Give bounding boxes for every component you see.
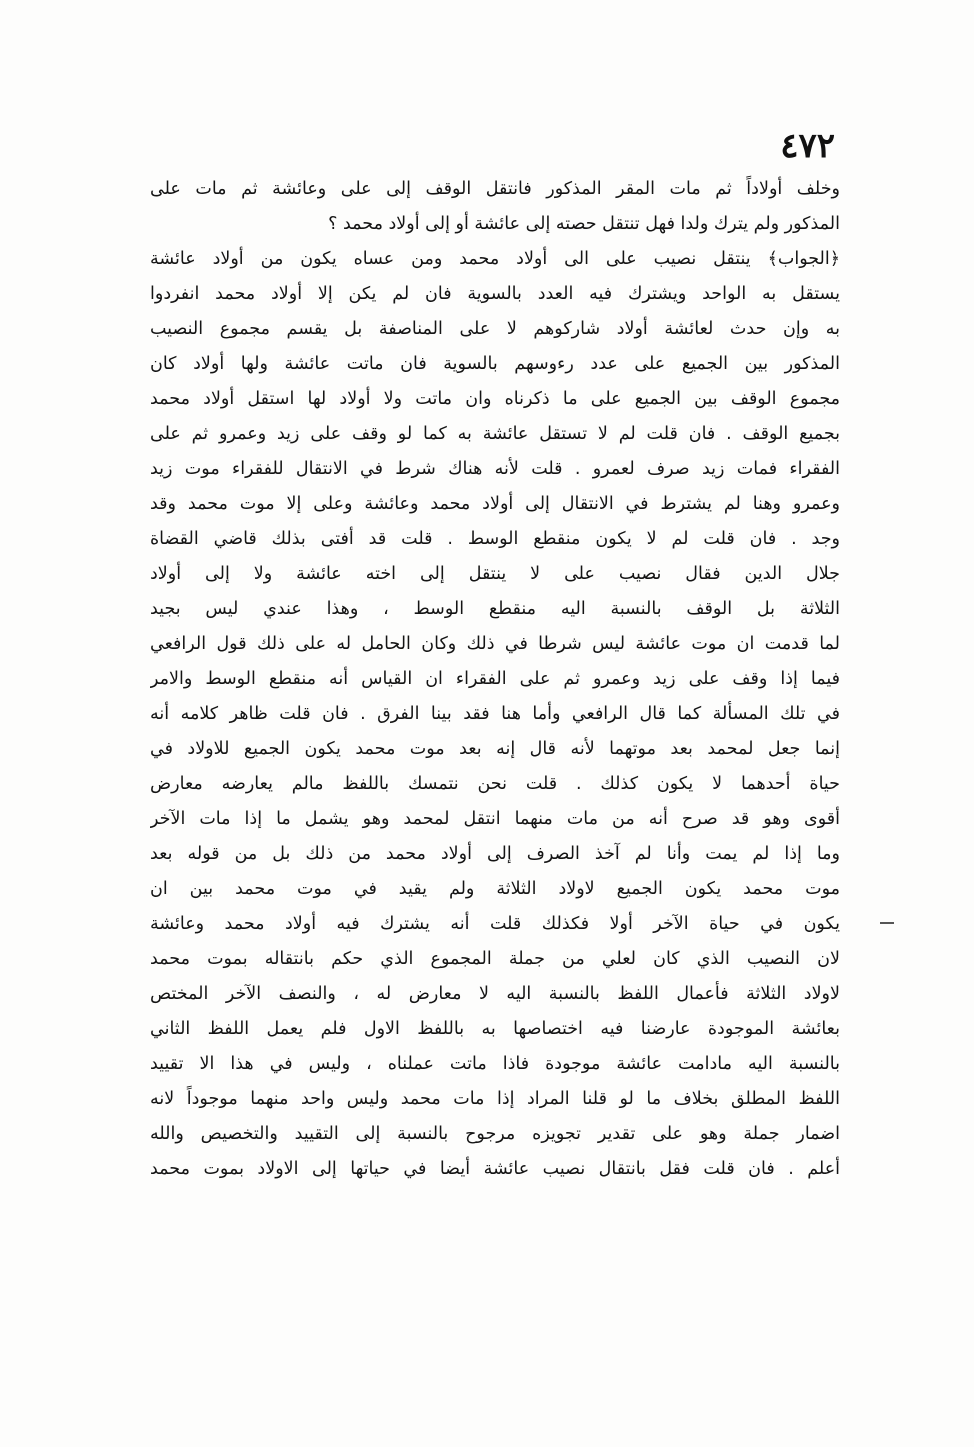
text-line: وخلف أولاداً ثم مات المقر المذكور فانتقل الوقف إلى على وعائشة ثم مات على	[150, 179, 840, 199]
text-line: لاولاد الثلاثة فأعمال اللفظ بالنسبة اليه لا معارض له ، والنصف الآخر المختص	[150, 984, 840, 1004]
text-line: يكون في حياة الآخر أولا فكذلك قلت أنه يشترك فيه أولاد محمد وعائشة	[150, 914, 840, 934]
text-line: لان النصيب الذي كان لعلي من جملة المجموع الذي حكم بانتقاله بموت محمد	[150, 949, 840, 969]
text-line: يستقل به الواحد ويشترك فيه العدد بالسوية فان لم يكن إلا أولاد محمد انفردوا	[150, 284, 840, 304]
page-number: ٤٧٢	[780, 126, 835, 166]
text-line: مجموع الوقف بين الجميع على ما ذكرناه وان ماتت ولا أولاد لها استقل أولاد محمد	[150, 389, 840, 409]
text-line: فيما إذا وقف على زيد وعمرو ثم على الفقراء ان القياس أنه منقطع الوسط والامر	[150, 669, 840, 689]
text-line: الثلاثة بل الوقف بالنسبة اليه منقطع الوسط ، وهذا عندي ليس بجيد	[150, 599, 840, 619]
text-line: في تلك المسألة كما قال الرافعي وأما هنا فقد بينا الفرق . فان قلت ظاهر كلامه أنه	[150, 704, 840, 724]
text-line: اضمار جملة وهو على تقدير تجويزه مرجوح بالنسبة إلى التقييد والتخصيص والله	[150, 1124, 840, 1144]
text-line: أعلم . فان قلت فقل بانتقال نصيب عائشة أيضا في حياتها إلى الاولاد بموت محمد	[150, 1159, 840, 1179]
text-line: إنما جعل لمحمد بعد موتهما لأنه قال إنه بعد موت محمد يكون الجميع للاولاد في	[150, 739, 840, 759]
text-line: المذكور بين الجميع على عدد رءوسهم بالسوية فان ماتت عائشة ولها أولاد كان	[150, 354, 840, 374]
margin-mark	[880, 922, 894, 924]
text-line: المذكور ولم يترك ولدا فهل تنتقل حصته إلى عائشة أو إلى أولاد محمد ؟	[328, 214, 840, 234]
text-line: بالنسبة اليه مادامت عائشة موجودة فاذا ماتت عملناه ، وليس في هذا الا تقييد	[150, 1054, 840, 1074]
body-text	[150, 172, 840, 1187]
text-line: به وإن حدث لعائشة أولاد شاركوهم لا على المناصفة بل يقسم مجموع النصيب	[150, 319, 840, 339]
text-line: بعائشة الموجودة عارضنا فيه اختصاصها به باللفظ الاول فلم يعمل اللفظ الثاني	[150, 1019, 840, 1039]
text-line: موت محمد يكون الجميع لاولاد الثلاثة ولم يقيد في موت محمد بين ان	[150, 879, 840, 899]
text-line: الفقراء فمات زيد صرف لعمرو . قلت لأنه هناك شرط في الانتقال للفقراء موت زيد	[150, 459, 840, 479]
text-line: جلال الدين فقال نصيب على لا ينتقل إلى اخته عائشة ولا إلى أولاد	[150, 564, 840, 584]
text-line: وعمرو وهنا لم يشترط في الانتقال إلى أولاد محمد وعائشة وعلى إلا موت محمد وقد	[150, 494, 840, 514]
text-line: لما قدمت ان موت عائشة ليس شرطا في ذلك وكان الحامل له على ذلك قول الرافعي	[150, 634, 840, 654]
text-line: وجد . فان قلت لم لا يكون منقطع الوسط . قلت قد أفتى بذلك قاضي القضاة	[150, 529, 840, 549]
text-line: ﴿الجواب﴾ ينتقل نصيب على الى أولاد محمد ومن عساه يكون من أولاد عائشة	[150, 249, 840, 269]
text-line: أقوى وهو قد صرح أنه من مات منهما انتقل لمحمد وهو يشمل ما إذا مات الآخر	[150, 809, 840, 829]
text-line: حياة أحدهما لا يكون كذلك . قلت نحن نتمسك باللفظ مالم يعارضه معارض	[150, 774, 840, 794]
text-line: وما إذا لم يمت وأنا لم آخذ الصرف إلى أولاد محمد من ذلك بل من قوله بعد	[150, 844, 840, 864]
text-line: بجميع الوقف . فان قلت لم لا تستقل عائشة به كما لو وقف على زيد وعمرو ثم على	[150, 424, 840, 444]
text-line: اللفظ المطلق بخلاف ما لو قلنا المراد إذا مات محمد وليس واحد منهما موجوداً لانه	[150, 1089, 840, 1109]
